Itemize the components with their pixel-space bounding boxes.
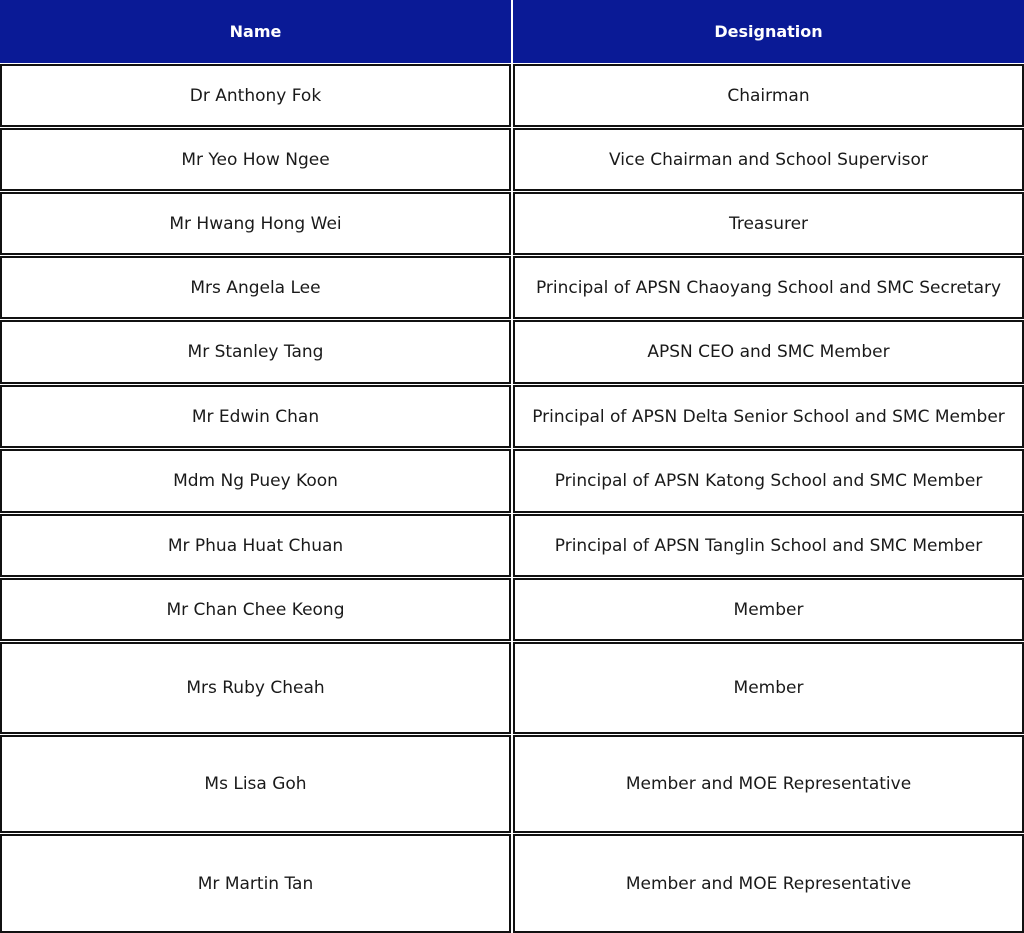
row-designation-cell: Member [513, 578, 1024, 641]
row-name-cell: Dr Anthony Fok [0, 64, 511, 127]
row-designation-cell: Member and MOE Representative [513, 834, 1024, 933]
row-name-cell: Mdm Ng Puey Koon [0, 449, 511, 513]
row-name-cell: Mr Martin Tan [0, 834, 511, 933]
row-designation-cell: Principal of APSN Tanglin School and SMC Member [513, 514, 1024, 577]
row-designation-cell: Vice Chairman and School Supervisor [513, 128, 1024, 191]
row-name-cell: Mr Stanley Tang [0, 320, 511, 384]
header-name: Name [0, 0, 511, 63]
header-designation: Designation [513, 0, 1024, 63]
row-name-cell: Mr Edwin Chan [0, 385, 511, 448]
row-designation-cell: Chairman [513, 64, 1024, 127]
row-name-cell: Ms Lisa Goh [0, 735, 511, 833]
row-name-cell: Mr Chan Chee Keong [0, 578, 511, 641]
row-designation-cell: Treasurer [513, 192, 1024, 255]
row-designation-cell: Principal of APSN Katong School and SMC Member [513, 449, 1024, 513]
row-name-cell: Mr Hwang Hong Wei [0, 192, 511, 255]
row-designation-cell: Principal of APSN Delta Senior School and SMC Member [513, 385, 1024, 448]
row-name-cell: Mrs Angela Lee [0, 256, 511, 319]
row-designation-cell: Member [513, 642, 1024, 734]
row-designation-cell: APSN CEO and SMC Member [513, 320, 1024, 384]
row-name-cell: Mrs Ruby Cheah [0, 642, 511, 734]
row-designation-cell: Principal of APSN Chaoyang School and SMC Secretary [513, 256, 1024, 319]
row-name-cell: Mr Yeo How Ngee [0, 128, 511, 191]
row-designation-cell: Member and MOE Representative [513, 735, 1024, 833]
row-name-cell: Mr Phua Huat Chuan [0, 514, 511, 577]
